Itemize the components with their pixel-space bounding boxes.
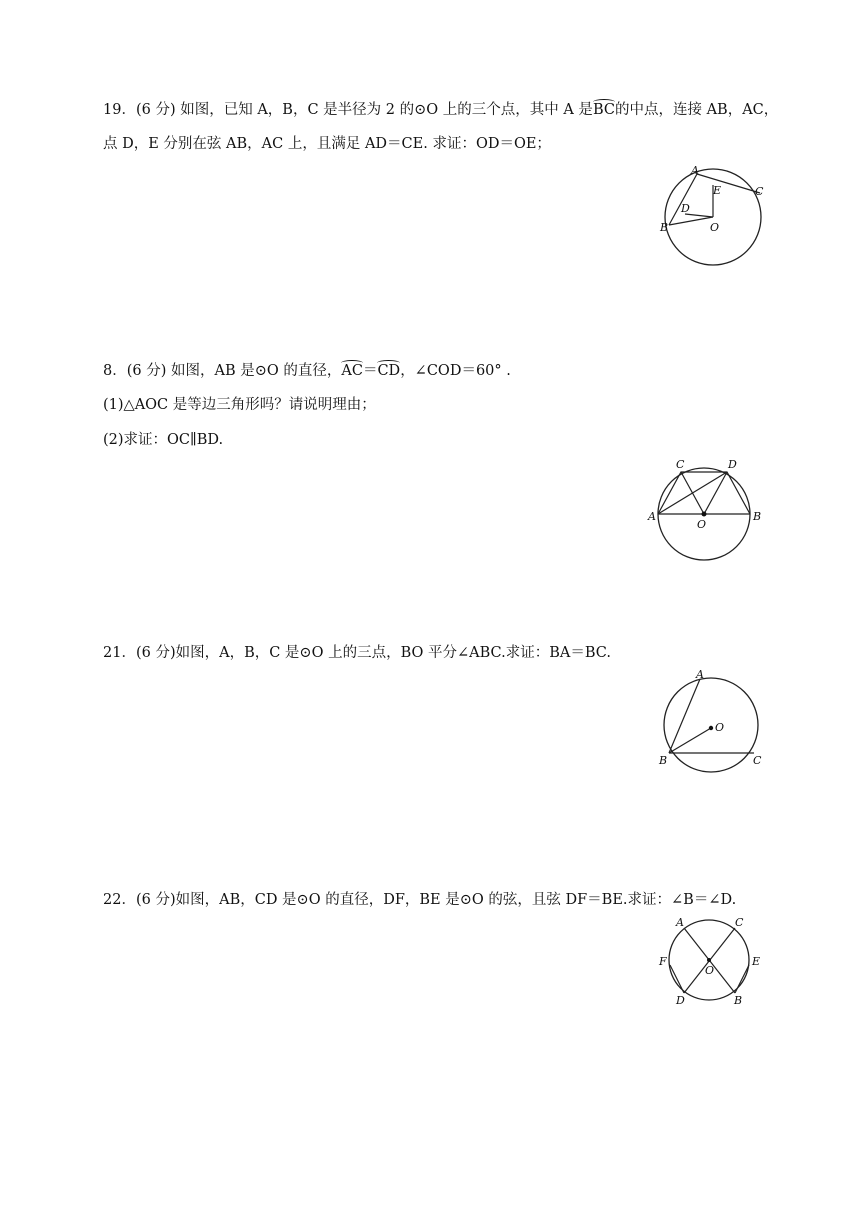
q21-segment-bo [669,728,711,753]
q21-text-line1: 21．(6 分)如图，A，B，C 是⊙O 上的三点，BO 平分∠ABC.求证：BA＝BC. [103,645,611,661]
q19-figure [655,165,765,270]
q19-text-part2: 的中点，连接 AB，AC， [614,102,779,118]
q19-text-line1 [103,100,778,120]
q19-label-a: A [691,164,699,177]
q8-center-dot [702,512,707,517]
q22-chord-df [670,965,684,993]
q19-arc-bc: BC [592,102,615,118]
q8-text-part2: ，∠COD＝60° . [400,363,511,379]
q19-label-o: O [710,221,720,234]
q8-arc-ac: AC [341,363,363,379]
q21-circle [664,678,758,772]
q8-label-c: C [676,458,685,471]
q8-chords-acdb [658,472,750,514]
q22-chord-be [735,965,749,993]
q21-label-o: O [715,721,725,734]
q8-label-b: B [753,510,762,523]
q22-label-d: D [676,994,685,1007]
q19-label-d: D [681,202,690,215]
q19-label-e: E [713,184,722,197]
q22-label-a: A [676,916,684,929]
q8-figure [645,458,770,568]
q8-equals: ＝ [362,363,378,379]
q8-text-line1 [103,361,511,381]
q8-label-o: O [697,518,707,531]
q8-text-part1: 8．(6 分) 如图，AB 是⊙O 的直径， [103,363,342,379]
q21-label-a: A [696,668,704,681]
q21-label-b: B [659,754,668,767]
q19-label-c: C [755,185,764,198]
q21-center-dot [709,726,713,730]
q8-label-d: D [728,458,737,471]
q8-arc-cd: CD [377,363,401,379]
q8-text-line3: (2)求证：OC∥BD. [103,432,224,448]
q21-chord-ba [669,679,700,753]
q22-text-line1: 22．(6 分)如图，AB，CD 是⊙O 的直径，DF，BE 是⊙O 的弦，且弦 DF＝BE.求证：∠B＝∠D. [103,892,737,908]
q19-text-part1: 19．(6 分) 如图，已知 A，B，C 是半径为 2 的⊙O 上的三个点，其中 A 是 [103,102,593,118]
q22-label-e: E [752,955,761,968]
q21-figure [655,670,770,775]
q8-segment-ad [658,472,727,514]
q8-label-a: A [648,510,656,523]
q22-label-f: F [659,955,667,968]
q22-label-c: C [735,916,744,929]
q8-text-line2: (1)△AOC 是等边三角形吗？请说明理由； [103,397,376,413]
q22-figure [655,915,770,1010]
q22-label-b: B [734,994,743,1007]
q21-label-c: C [753,754,762,767]
q22-center-dot [707,958,711,962]
q19-text-line2: 点 D，E 分别在弦 AB，AC 上，且满足 AD＝CE. 求证：OD＝OE； [103,136,551,152]
q22-label-o: O [705,964,715,977]
q19-line-bo [669,217,713,225]
q19-label-b: B [660,221,669,234]
